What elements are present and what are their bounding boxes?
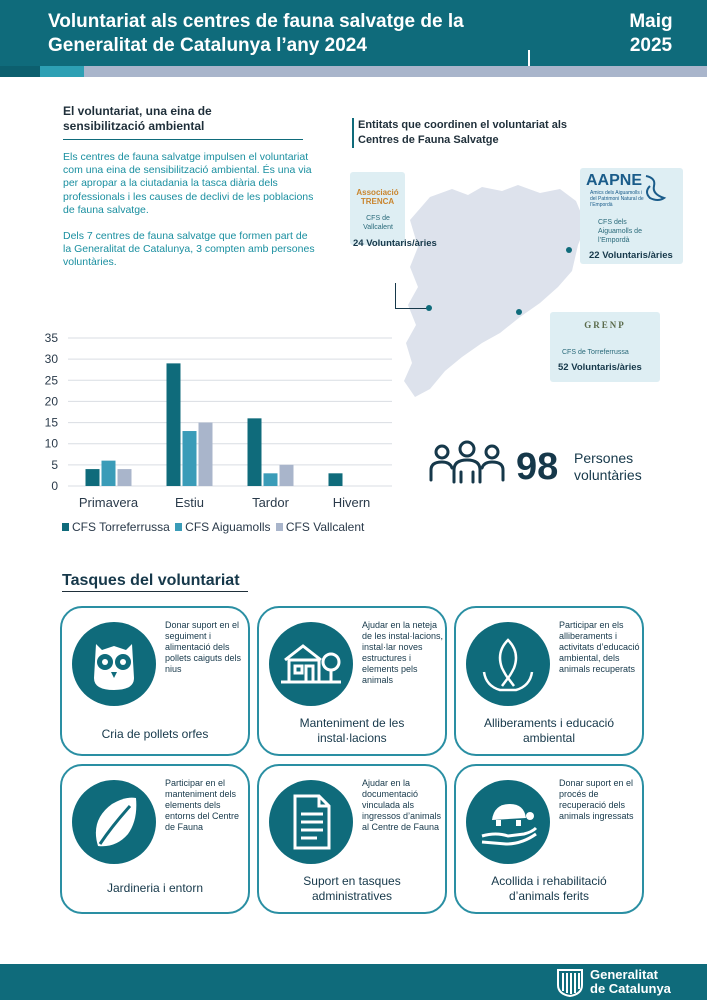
entities-accent-bar (352, 118, 354, 148)
date-month: Maig (629, 11, 673, 32)
footer-line-2: de Catalunya (590, 981, 671, 996)
bar-cfs-vallcalent-primavera (118, 469, 132, 486)
task-description: Participar en els alliberaments i activitats d’educació ambiental, dels animals recuperats (559, 620, 640, 674)
publication-date (623, 10, 679, 58)
entity-volunteers: 22 Voluntaris/àries (589, 250, 673, 261)
y-tick-label: 20 (44, 394, 58, 409)
entity-name: CFS de Torreferrussa (562, 349, 629, 356)
y-tick-label: 10 (44, 436, 58, 451)
bar-cfs-aiguamolls-tardor (264, 473, 278, 486)
intro-divider (63, 139, 303, 140)
entity-card-torreferrussa (550, 312, 660, 382)
map-marker-aiguamolls (566, 247, 572, 253)
legend-label: CFS Aiguamolls (185, 520, 271, 534)
map-leader-line (395, 283, 396, 309)
intro-paragraph-2: Dels 7 centres de fauna salvatge que formen part de la Generalitat de Catalunya, 3 compten amb persones voluntàries. (63, 230, 315, 269)
people-group-icon (428, 440, 506, 484)
x-tick-label: Hivern (332, 495, 371, 510)
x-tick-label: Primavera (78, 495, 139, 510)
entities-title: Entitats que coordinen el voluntariat als Centres de Fauna Salvatge (358, 119, 568, 146)
intro-title: El voluntariat, una eina de sensibilització ambiental (63, 104, 212, 133)
entity-name: CFS de Vallcalent (363, 215, 393, 231)
bar-cfs-aiguamolls-estiu (183, 431, 197, 486)
intro-text (63, 151, 318, 283)
task-card (60, 606, 250, 756)
task-name: Alliberaments i educació ambiental (483, 716, 615, 745)
task-description: Participar en el manteniment dels elements dels entorns del Centre de Fauna (165, 778, 240, 832)
header-banner (0, 0, 707, 66)
task-card (454, 606, 644, 756)
trenca-logo: Associació TRENCA (356, 188, 399, 206)
aapne-logo: AAPNE (586, 172, 643, 189)
y-tick-label: 25 (44, 373, 58, 388)
bar-cfs-torreferrussa-tardor (248, 418, 262, 486)
aapne-logo-subtitle: Amics dels Aiguamolls i del Patrimoni Natural de l’Empordà (590, 190, 644, 208)
x-tick-label: Estiu (175, 495, 204, 510)
page-title: Voluntariat als centres de fauna salvatge de la Generalitat de Catalunya l’any 2024 (48, 11, 464, 56)
date-year: 2025 (629, 35, 673, 56)
volunteers-label: Persones voluntàries (574, 450, 642, 483)
entity-card-vallcalent (350, 172, 405, 245)
task-name: Suport en tasques administratives (303, 874, 401, 903)
entity-volunteers: 24 Voluntaris/àries (353, 238, 437, 249)
bar-cfs-aiguamolls-primavera (102, 461, 116, 486)
tasks-title: Tasques del voluntariat (62, 572, 240, 589)
task-description: Donar suport en el procés de recuperació dels animals ingressats (559, 778, 634, 821)
task-name: Jardineria i entorn (106, 881, 204, 895)
document-icon (269, 780, 353, 864)
heron-icon (642, 172, 670, 206)
bar-cfs-torreferrussa-primavera (86, 469, 100, 486)
task-name: Cria de pollets orfes (101, 727, 209, 741)
header-divider (528, 50, 530, 66)
task-name: Manteniment de les instal·lacions (299, 716, 405, 745)
chart-legend (60, 520, 364, 534)
task-card (257, 606, 447, 756)
footer-line-1: Generalitat (590, 967, 658, 982)
y-tick-label: 5 (51, 457, 58, 472)
task-card (454, 764, 644, 914)
map-marker-vallcalent (426, 305, 432, 311)
legend-swatch-vallcalent (276, 523, 283, 531)
task-description: Ajudar en la neteja de les instal·lacions, instal·lar noves estructures i elements pels animals (362, 620, 444, 685)
bar-cfs-vallcalent-tardor (280, 465, 294, 486)
header-strip (0, 66, 40, 77)
task-description: Ajudar en la documentació vinculada als ingressos d’animals al Centre de Fauna (362, 778, 442, 832)
task-card (257, 764, 447, 914)
bar-cfs-vallcalent-estiu (199, 423, 213, 486)
leaf-icon (72, 780, 156, 864)
header-strip (84, 66, 707, 77)
owl-icon (72, 622, 156, 706)
volunteers-total: 98 (516, 446, 559, 488)
header-strip (40, 66, 84, 77)
y-tick-label: 35 (44, 331, 58, 345)
entity-volunteers: 52 Voluntaris/àries (558, 362, 642, 373)
intro-paragraph-1: Els centres de fauna salvatge impulsen el voluntariat com una eina de sensibilització ambiental. És una via per apropar a la ciutadania la tasca diària dels professionals i les causes de declivi de les poblacions de fauna salvatge. (63, 151, 314, 216)
building-icon (269, 622, 353, 706)
legend-swatch-aiguamolls (175, 523, 182, 531)
bar-cfs-torreferrussa-estiu (167, 363, 181, 486)
map-leader-line (395, 308, 429, 309)
seasonal-volunteers-chart (30, 330, 400, 515)
legend-label: CFS Vallcalent (285, 520, 365, 534)
legend-swatch-torreferrussa (62, 523, 69, 531)
fish-release-icon (466, 622, 550, 706)
task-name: Acollida i rehabilitació d’animals ferits (491, 874, 607, 903)
grenp-logo: GRENP (584, 320, 626, 330)
bar-cfs-torreferrussa-hivern (329, 473, 343, 486)
y-tick-label: 30 (44, 352, 58, 367)
generalitat-logo-icon (555, 967, 585, 997)
entity-name: CFS dels Aiguamolls de l’Empordà (598, 219, 642, 244)
y-tick-label: 15 (44, 415, 58, 430)
legend-label: CFS Torreferrussa (72, 520, 170, 534)
task-description: Donar suport en el seguiment i alimentació dels pollets caiguts dels nius (165, 620, 242, 674)
tasks-divider (62, 591, 248, 592)
generalitat-wordmark (590, 968, 671, 996)
turtle-hand-icon (466, 780, 550, 864)
y-tick-label: 0 (51, 479, 58, 493)
task-card (60, 764, 250, 914)
x-tick-label: Tardor (252, 495, 289, 510)
map-marker-torreferrussa (516, 309, 522, 315)
